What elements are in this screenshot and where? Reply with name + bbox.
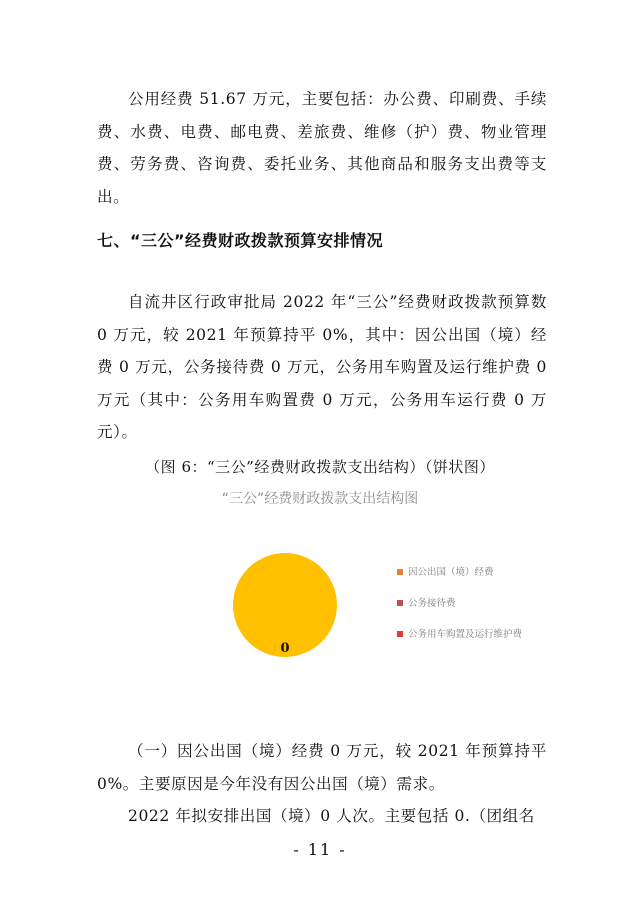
legend-item-2 — [397, 628, 542, 641]
section-heading: 七、“三公”经费财政拨款预算安排情况 — [97, 231, 384, 250]
legend-item-0 — [397, 566, 542, 579]
paragraph-overseas-plan: 2022 年拟安排出国（境）0 人次。主要包括 0.（团组名 — [128, 807, 535, 825]
legend-label-1: 公务接待费 — [408, 598, 456, 609]
legend-swatch-2 — [397, 631, 403, 637]
chart-legend — [397, 566, 542, 659]
chart-title: “三公”经费财政拨款支出结构图 — [221, 491, 419, 507]
legend-swatch-1 — [397, 600, 403, 606]
figure-caption: （图 6：“三公”经费财政拨款支出结构）（饼状图） — [145, 458, 495, 476]
paragraph-overseas-expense: （一）因公出国（境）经费 0 万元，较 2021 年预算持平 0%。主要原因是今年没有因公出国（境）需求。 — [97, 742, 547, 793]
pie-data-label: 0 — [280, 641, 290, 656]
legend-swatch-0 — [397, 569, 403, 575]
page-number: - 11 - — [293, 840, 347, 859]
paragraph-three-public-budget: 自流井区行政审批局 2022 年“三公”经费财政拨款预算数 0 万元，较 2021 年预算持平 0%，其中：因公出国（境）经费 0 万元，公务接待费 0 万元，公务用车购置及运行维护费 0 万元（其中：公务用车购置费 0 万元，公务用车运行费 0 万元）。 — [97, 293, 547, 441]
legend-label-2: 公务用车购置及运行维护费 — [408, 629, 523, 640]
legend-item-1 — [397, 597, 542, 610]
pie-chart-plot — [225, 545, 345, 665]
paragraph-public-expenses: 公用经费 51.67 万元，主要包括：办公费、印刷费、手续费、水费、电费、邮电费、差旅费、维修（护）费、物业管理费、劳务费、咨询费、委托业务、其他商品和服务支出费等支出。 — [97, 90, 547, 206]
legend-label-0: 因公出国（境）经费 — [408, 567, 494, 578]
